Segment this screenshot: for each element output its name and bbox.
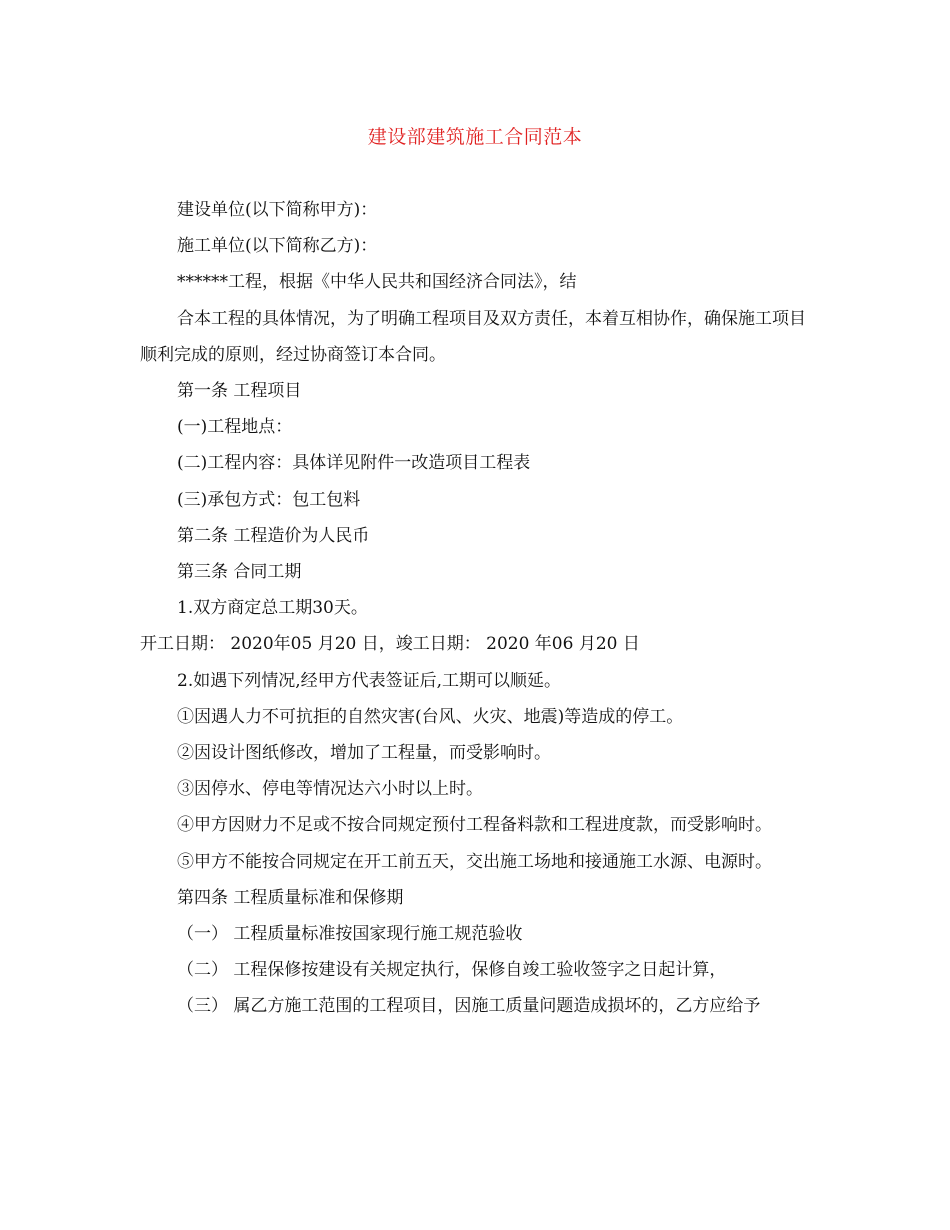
item-3: ③因停水、停电等情况达六小时以上时。 [177,779,483,800]
article-3-heading: 第三条 合同工期 [177,562,302,583]
clause-extension: 2.如遇下列情况,经甲方代表签证后,工期可以顺延。 [177,670,562,691]
article-4-heading: 第四条 工程质量标准和保修期 [177,887,404,908]
paragraph-intro-continued: 合本工程的具体情况，为了明确工程项目及双方责任，本着互相协作，确保施工项目顺利完成的原则，经过协商签订本合同。 [140,308,806,365]
item-5: ⑤甲方不能按合同规定在开工前五天，交出施工场地和接通施工水源、电源时。 [177,851,772,872]
clause-content: (二)工程内容：具体详见附件一改造项目工程表 [177,453,531,474]
quality-clause-2: （二） 工程保修按建设有关规定执行，保修自竣工验收签字之日起计算， [177,960,727,981]
article-1-heading: 第一条 工程项目 [177,381,302,402]
paragraph-party-a: 建设单位(以下简称甲方)： [177,200,378,220]
document-title: 建设部建筑施工合同范本 [367,126,583,148]
paragraph-party-b: 施工单位(以下简称乙方)： [177,236,378,257]
quality-clause-1: （一） 工程质量标准按国家现行施工规范验收 [177,924,523,945]
item-2: ②因设计图纸修改，增加了工程量，而受影响时。 [177,743,551,764]
clause-duration: 1.双方商定总工期30天。 [177,598,368,619]
clause-contract-mode: (三)承包方式：包工包料 [177,489,361,510]
article-2-heading: 第二条 工程造价为人民币 [177,525,370,546]
document-body [140,192,810,1025]
item-1: ①因遇人力不可抗拒的自然灾害(台风、火灾、地震)等造成的停工。 [177,706,684,727]
clause-dates: 开工日期： 2020年05 月20 日，竣工日期： 2020 年06 月20 日 [140,634,640,655]
quality-clause-3: （三） 属乙方施工范围的工程项目，因施工质量问题造成损坏的，乙方应给予 [177,996,761,1017]
item-4: ④甲方因财力不足或不按合同规定预付工程备料款和工程进度款，而受影响时。 [177,815,772,836]
clause-location: (一)工程地点： [177,417,293,438]
paragraph-intro: ******工程，根据《中华人民共和国经济合同法》，结 [177,272,577,293]
